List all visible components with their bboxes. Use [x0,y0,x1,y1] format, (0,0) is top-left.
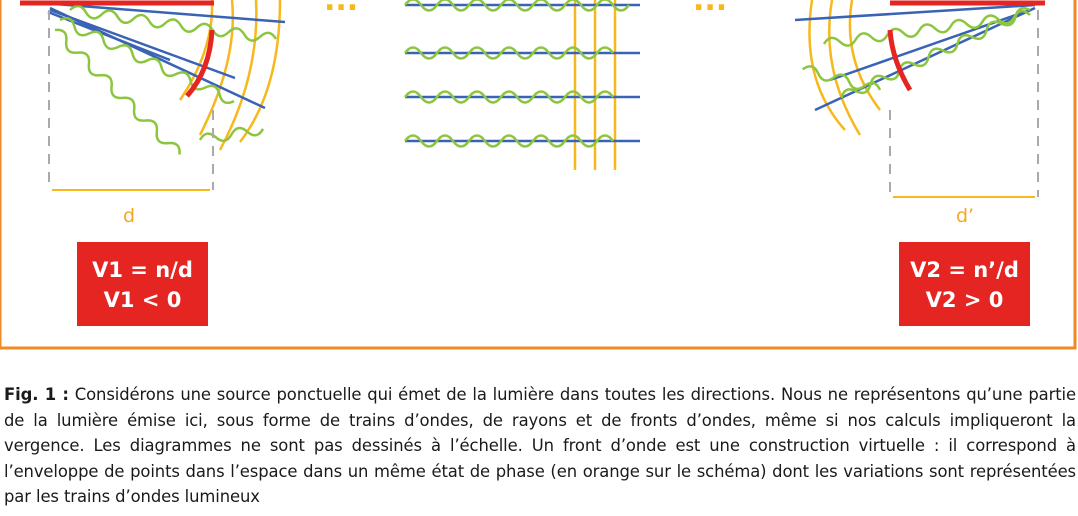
caption-label: Fig. 1 : [4,385,69,404]
right-vergence-box [899,242,1030,326]
right-wave-trains [801,5,1032,102]
right-red-wavefront [890,30,910,90]
figure-caption [4,382,1076,510]
left-vergence-box [77,242,208,326]
ellipsis-left: ... [324,0,359,18]
caption-text: Considérons une source ponctuelle qui émet de la lumière dans toutes les directions. Nous ne représentons qu’une partie de la lumière émise ici, sous forme de trains d’ondes, de rayons et de fronts d’ondes, même si nos calculs impliqueront la vergence. Les diagrammes ne sont pas dessinés à l’échelle. Un front d’onde est une construction virtuelle : il correspond à l’enveloppe de points dans l’espace dans un même état de phase (en orange sur le schéma) dont les variations sont représentées par les trains d’ondes lumineux [4,385,1076,506]
right-panel [795,0,1045,197]
left-rays [48,4,285,108]
left-distance-label: d [123,205,136,227]
ellipsis-right: ... [693,0,728,18]
right-box-line2: V2 > 0 [925,288,1004,312]
middle-rays [405,5,640,141]
right-box-line1: V2 = n’/d [910,258,1019,282]
left-box-line1: V1 = n/d [92,258,193,282]
right-distance-label: d’ [956,205,975,227]
left-box-line2: V1 < 0 [103,288,182,312]
middle-panel [324,0,727,170]
left-panel [20,0,285,190]
